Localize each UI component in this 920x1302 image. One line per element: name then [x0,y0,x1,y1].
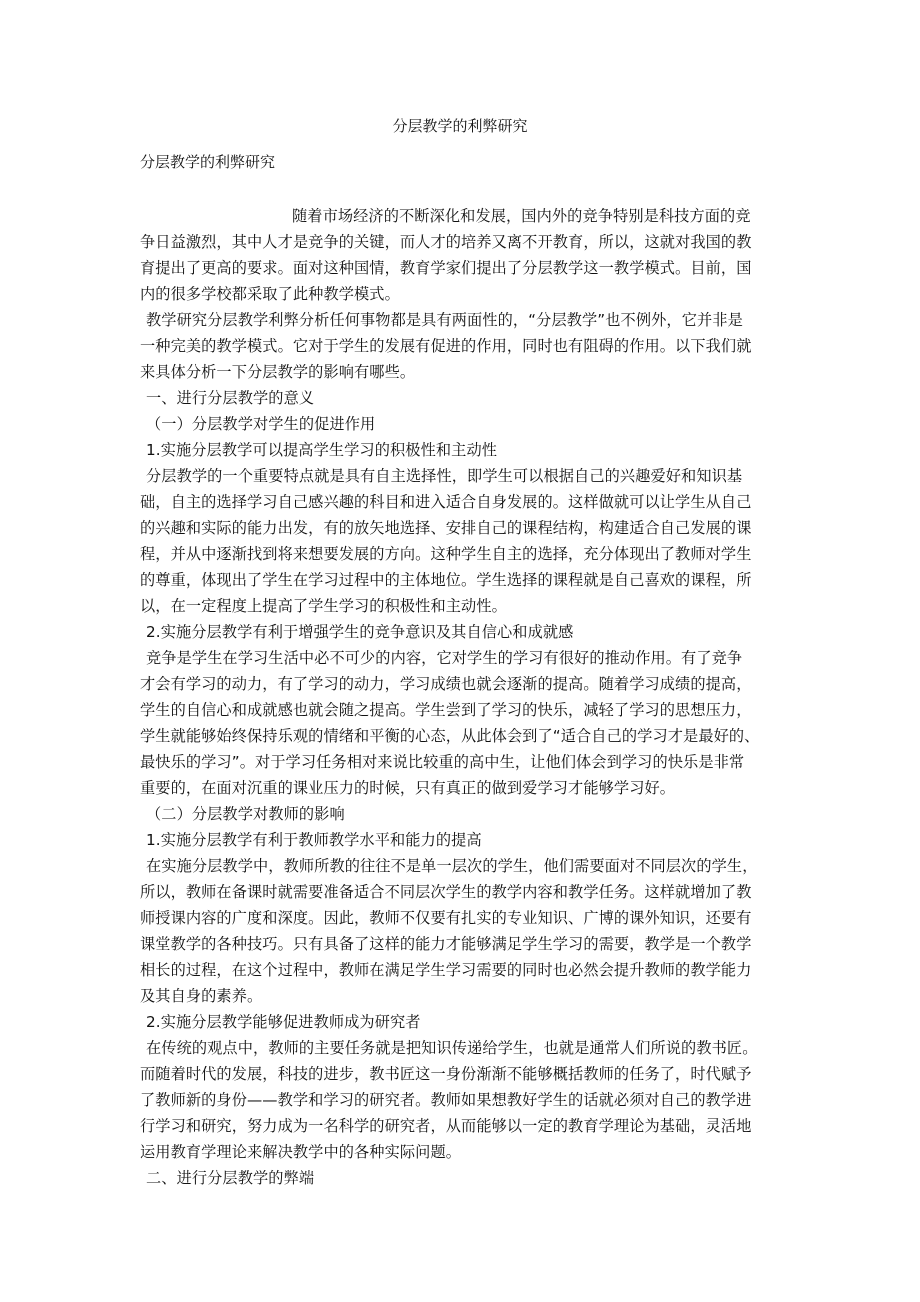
document-subtitle: 分层教学的利弊研究 [140,153,276,171]
text-line: 础，自主的选择学习自己感兴趣的科目和进入适合自身发展的。这样做就可以让学生从自己 [140,493,752,511]
text-line: 的尊重，体现出了学生在学习过程中的主体地位。学生选择的课程就是自己喜欢的课程，所 [140,571,752,589]
page-title: 分层教学的利弊研究 [392,117,528,135]
text-line: 才会有学习的动力，有了学习的动力，学习成绩也就会逐渐的提高。随着学习成绩的提高， [140,675,752,693]
text-line: （二）分层教学对教师的影响 [146,805,345,823]
text-line: 在实施分层教学中，教师所教的往往不是单一层次的学生，他们需要面对不同层次的学生， [146,857,758,875]
text-line: 内的很多学校都采取了此种教学模式。 [140,285,400,303]
text-line: 程，并从中逐渐找到将来想要发展的方向。这种学生自主的选择，充分体现出了教师对学生 [140,545,752,563]
text-line: 一种完美的教学模式。它对于学生的发展有促进的作用，同时也有阻碍的作用。以下我们就 [140,337,752,355]
text-line: 在传统的观点中，教师的主要任务就是把知识传递给学生，也就是通常人们所说的教书匠。 [146,1039,758,1057]
text-line: （一）分层教学对学生的促进作用 [146,415,376,433]
text-line: 师授课内容的广度和深度。因此，教师不仅要有扎实的专业知识、广博的课外知识，还要有 [140,909,752,927]
text-line: 2.实施分层教学能够促进教师成为研究者 [146,1013,421,1031]
text-line: 相长的过程，在这个过程中，教师在满足学生学习需要的同时也必然会提升教师的教学能力 [140,961,752,979]
text-line: 行学习和研究，努力成为一名科学的研究者，从而能够以一定的教育学理论为基础，灵活地 [140,1117,752,1135]
text-line: 运用教育学理论来解决教学中的各种实际问题。 [140,1143,462,1161]
text-line: 课堂教学的各种技巧。只有具备了这样的能力才能够满足学生学习的需要，教学是一个教学 [140,935,752,953]
text-line: 竞争是学生在学习生活中必不可少的内容，它对学生的学习有很好的推动作用。有了竞争 [146,649,743,667]
text-line: 2.实施分层教学有利于增强学生的竞争意识及其自信心和成就感 [146,623,574,641]
text-line: 分层教学的一个重要特点就是具有自主选择性，即学生可以根据自己的兴趣爱好和知识基 [146,467,743,485]
text-line: 所以，教师在备课时就需要准备适合不同层次学生的教学内容和教学任务。这样就增加了教 [140,883,752,901]
text-line: 争日益激烈，其中人才是竞争的关键，而人才的培养又离不开教育，所以，这就对我国的教 [140,233,752,251]
text-line: 二、进行分层教学的弊端 [146,1169,315,1187]
text-line: 以，在一定程度上提高了学生学习的积极性和主动性。 [140,597,507,615]
text-line: 的兴趣和实际的能力出发，有的放矢地选择、安排自己的课程结构，构建适合自己发展的课 [140,519,752,537]
text-line: 来具体分析一下分层教学的影响有哪些。 [140,363,416,381]
text-line: 了教师新的身份——教学和学习的研究者。教师如果想教好学生的话就必须对自己的教学进 [140,1091,752,1109]
document-body [140,203,790,1191]
text-line: 1.实施分层教学可以提高学生学习的积极性和主动性 [146,441,498,459]
text-line: 最快乐的学习”。对于学习任务相对来说比较重的高中生，让他们体会到学习的快乐是非常 [140,753,745,771]
text-line: 随着市场经济的不断深化和发展，国内外的竞争特别是科技方面的竞 [292,207,751,225]
text-line: 而随着时代的发展，科技的进步，教书匠这一身份渐渐不能够概括教师的任务了，时代赋予 [140,1065,752,1083]
text-line: 及其自身的素养。 [140,987,263,1005]
text-line: 学生就能够始终保持乐观的情绪和平衡的心态，从此体会到了“适合自己的学习才是最好的、 [140,727,760,745]
text-line: 学生的自信心和成就感也就会随之提高。学生尝到了学习的快乐，减轻了学习的思想压力， [140,701,752,719]
text-line: 教学研究分层教学利弊分析任何事物都是具有两面性的，“分层教学”也不例外，它并非是 [146,311,743,329]
text-line: 重要的，在面对沉重的课业压力的时候，只有真正的做到爱学习才能够学习好。 [140,779,676,797]
text-line: 1.实施分层教学有利于教师教学水平和能力的提高 [146,831,482,849]
text-line: 一、进行分层教学的意义 [146,389,315,407]
text-line: 育提出了更高的要求。面对这种国情，教育学家们提出了分层教学这一教学模式。目前，国 [140,259,752,277]
